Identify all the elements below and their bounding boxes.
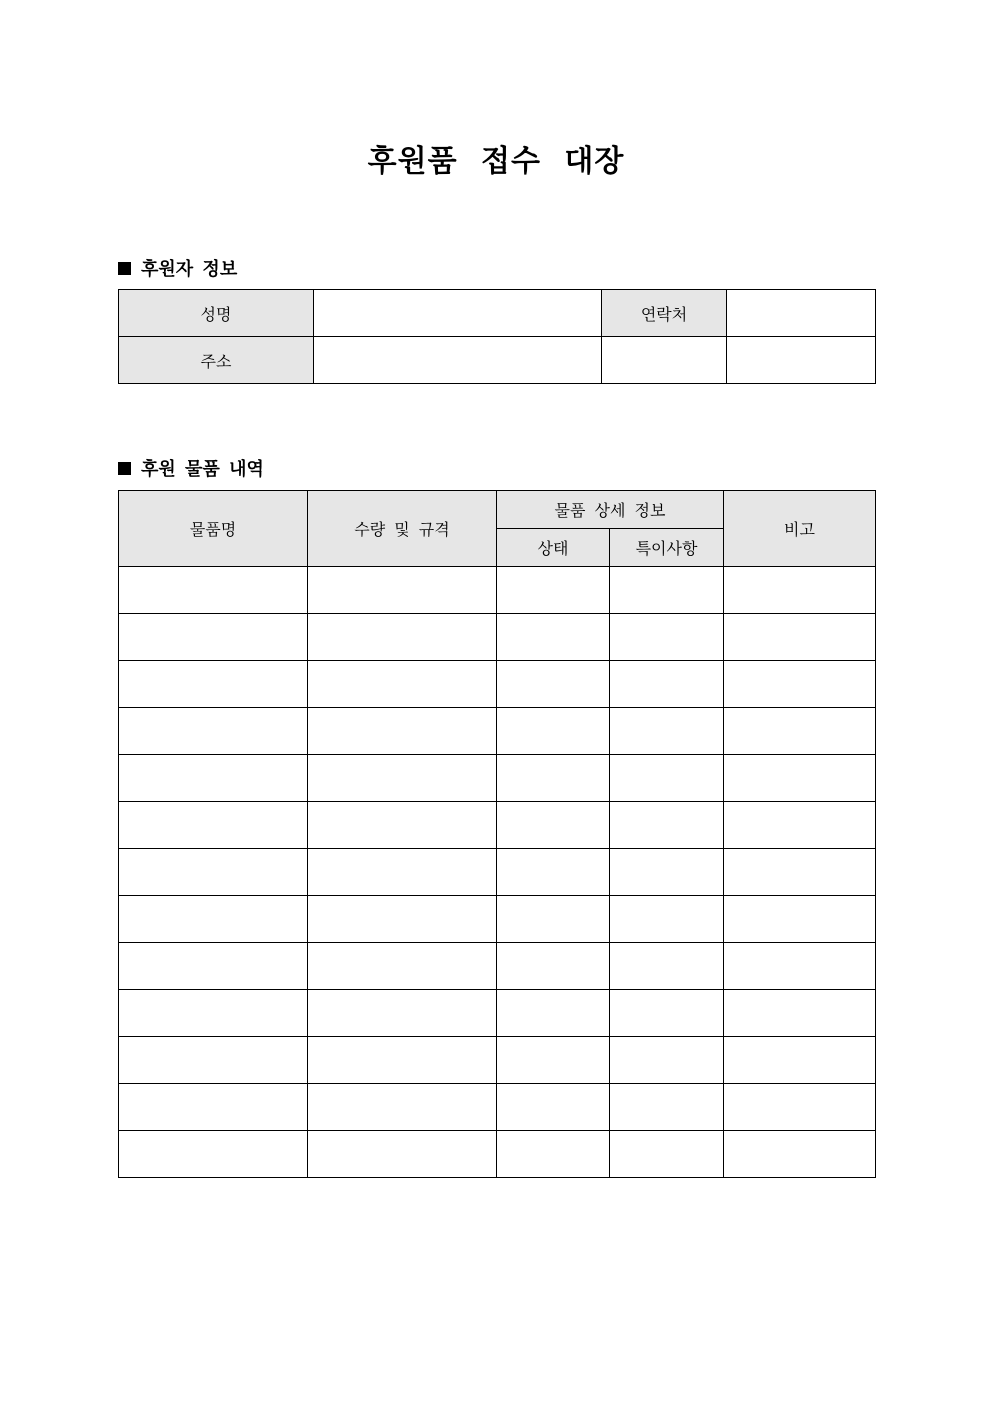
page-title: 후원품 접수 대장 <box>367 144 625 179</box>
cell-remarks[interactable] <box>724 802 876 849</box>
cell-item-name[interactable] <box>119 755 308 802</box>
cell-condition[interactable] <box>497 1037 610 1084</box>
cell-special-notes[interactable] <box>610 802 724 849</box>
cell-remarks[interactable] <box>724 567 876 614</box>
table-row <box>119 1037 876 1084</box>
cell-condition[interactable] <box>497 661 610 708</box>
items-section-heading <box>118 455 264 481</box>
cell-quantity-spec[interactable] <box>308 661 497 708</box>
table-row <box>119 849 876 896</box>
extra-label-cell[interactable] <box>602 337 727 384</box>
cell-condition[interactable] <box>497 755 610 802</box>
cell-quantity-spec[interactable] <box>308 1131 497 1178</box>
cell-item-name[interactable] <box>119 1037 308 1084</box>
cell-item-name[interactable] <box>119 990 308 1037</box>
cell-item-name[interactable] <box>119 896 308 943</box>
cell-special-notes[interactable] <box>610 661 724 708</box>
cell-condition[interactable] <box>497 849 610 896</box>
donor-section-heading <box>118 255 237 281</box>
col-header-remarks: 비고 <box>724 491 876 567</box>
cell-special-notes[interactable] <box>610 755 724 802</box>
donor-info-table <box>118 289 876 384</box>
cell-quantity-spec[interactable] <box>308 708 497 755</box>
cell-condition[interactable] <box>497 802 610 849</box>
cell-special-notes[interactable] <box>610 614 724 661</box>
cell-remarks[interactable] <box>724 1084 876 1131</box>
extra-value-cell[interactable] <box>727 337 876 384</box>
cell-remarks[interactable] <box>724 990 876 1037</box>
table-row <box>119 567 876 614</box>
cell-quantity-spec[interactable] <box>308 755 497 802</box>
address-label: 주소 <box>119 337 314 384</box>
col-header-special-notes: 특이사항 <box>610 529 724 567</box>
cell-item-name[interactable] <box>119 708 308 755</box>
cell-item-name[interactable] <box>119 661 308 708</box>
table-row <box>119 1131 876 1178</box>
cell-quantity-spec[interactable] <box>308 802 497 849</box>
cell-quantity-spec[interactable] <box>308 614 497 661</box>
cell-item-name[interactable] <box>119 1084 308 1131</box>
cell-special-notes[interactable] <box>610 1037 724 1084</box>
cell-item-name[interactable] <box>119 943 308 990</box>
cell-condition[interactable] <box>497 943 610 990</box>
address-field[interactable] <box>314 337 602 384</box>
cell-quantity-spec[interactable] <box>308 849 497 896</box>
cell-remarks[interactable] <box>724 1131 876 1178</box>
cell-condition[interactable] <box>497 708 610 755</box>
cell-remarks[interactable] <box>724 708 876 755</box>
cell-item-name[interactable] <box>119 849 308 896</box>
col-header-quantity-spec: 수량 및 규격 <box>308 491 497 567</box>
cell-special-notes[interactable] <box>610 943 724 990</box>
table-row <box>119 1084 876 1131</box>
cell-remarks[interactable] <box>724 661 876 708</box>
cell-special-notes[interactable] <box>610 1084 724 1131</box>
cell-condition[interactable] <box>497 990 610 1037</box>
table-row <box>119 755 876 802</box>
contact-label: 연락처 <box>602 290 727 337</box>
donor-section-heading-text: 후원자 정보 <box>141 259 238 280</box>
square-bullet-icon <box>118 462 131 475</box>
cell-condition[interactable] <box>497 1131 610 1178</box>
donated-items-table <box>118 490 876 1178</box>
cell-remarks[interactable] <box>724 755 876 802</box>
cell-remarks[interactable] <box>724 849 876 896</box>
contact-field[interactable] <box>727 290 876 337</box>
cell-quantity-spec[interactable] <box>308 943 497 990</box>
cell-item-name[interactable] <box>119 567 308 614</box>
square-bullet-icon <box>118 262 131 275</box>
table-row <box>119 802 876 849</box>
col-header-condition: 상태 <box>497 529 610 567</box>
cell-condition[interactable] <box>497 896 610 943</box>
table-row <box>119 661 876 708</box>
cell-remarks[interactable] <box>724 1037 876 1084</box>
cell-condition[interactable] <box>497 1084 610 1131</box>
cell-quantity-spec[interactable] <box>308 896 497 943</box>
table-row <box>119 990 876 1037</box>
cell-quantity-spec[interactable] <box>308 1037 497 1084</box>
cell-item-name[interactable] <box>119 614 308 661</box>
cell-special-notes[interactable] <box>610 849 724 896</box>
items-section-heading-text: 후원 물품 내역 <box>141 459 264 480</box>
cell-condition[interactable] <box>497 567 610 614</box>
col-header-item-name: 물품명 <box>119 491 308 567</box>
cell-quantity-spec[interactable] <box>308 990 497 1037</box>
cell-item-name[interactable] <box>119 802 308 849</box>
table-row <box>119 614 876 661</box>
cell-quantity-spec[interactable] <box>308 567 497 614</box>
cell-condition[interactable] <box>497 614 610 661</box>
table-row <box>119 943 876 990</box>
table-row <box>119 896 876 943</box>
table-row <box>119 708 876 755</box>
cell-special-notes[interactable] <box>610 990 724 1037</box>
cell-quantity-spec[interactable] <box>308 1084 497 1131</box>
cell-special-notes[interactable] <box>610 708 724 755</box>
col-header-detail-group: 물품 상세 정보 <box>497 491 724 529</box>
cell-special-notes[interactable] <box>610 896 724 943</box>
name-label: 성명 <box>119 290 314 337</box>
cell-remarks[interactable] <box>724 943 876 990</box>
name-field[interactable] <box>314 290 602 337</box>
cell-special-notes[interactable] <box>610 567 724 614</box>
cell-remarks[interactable] <box>724 896 876 943</box>
cell-item-name[interactable] <box>119 1131 308 1178</box>
cell-special-notes[interactable] <box>610 1131 724 1178</box>
cell-remarks[interactable] <box>724 614 876 661</box>
